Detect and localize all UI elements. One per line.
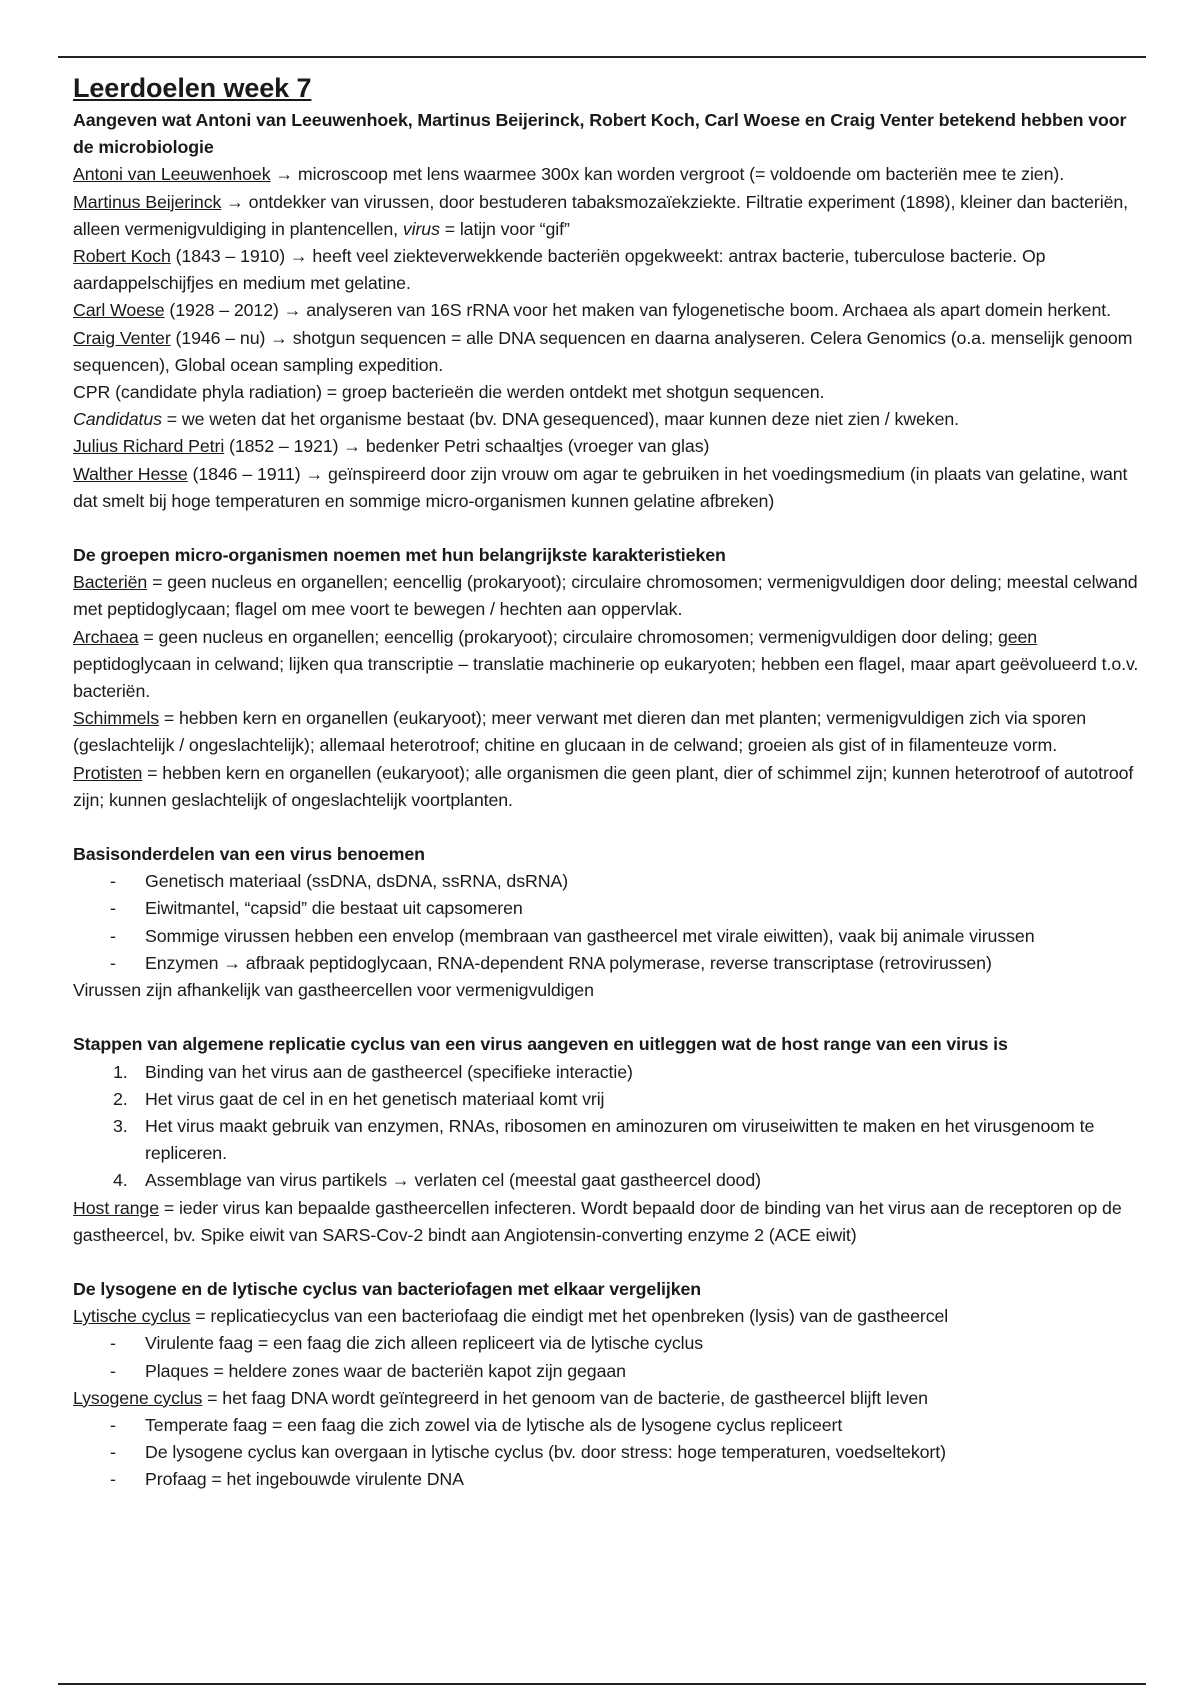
- term: Bacteriën: [73, 572, 148, 593]
- term: Schimmels: [73, 708, 160, 729]
- term: Julius Richard Petri: [73, 436, 225, 457]
- entry-woese: Carl Woese (1928 – 2012) → analyseren van 16S rRNA voor het maken van fylogenetische boom. Archaea als apart domein herkent.: [73, 300, 1111, 321]
- entry-candidatus: Candidatus = we weten dat het organisme bestaat (bv. DNA gesequenced), maar kunnen deze niet zien / kweken.: [73, 409, 959, 430]
- list-item: 3. Het virus maakt gebruik van enzymen, RNAs, ribosomen en aminozuren om viruseiwitten te maken en het virusgenoom te repliceren.: [113, 1115, 1095, 1164]
- list-item: 2. Het virus gaat de cel in en het genetisch materiaal komt vrij: [113, 1088, 605, 1109]
- term: Lytische cyclus: [73, 1306, 191, 1327]
- page-title: Leerdoelen week 7: [73, 73, 312, 103]
- term: Robert Koch: [73, 246, 171, 267]
- replication-steps: [73, 1059, 1141, 1195]
- section-heading-virus-parts: Basisonderdelen van een virus benoemen: [73, 844, 425, 865]
- entry-bacterien: Bacteriën = geen nucleus en organellen; eencellig (prokaryoot); circulaire chromosomen; vermenigvuldigen door deling; meestal celwand met peptidoglycaan; flagel om mee voort te bewegen / hechten aan oppervlak.: [73, 572, 1138, 620]
- list-item: - Profaag = het ingebouwde virulente DNA: [145, 1466, 1141, 1493]
- entry-lytic-cycle: Lytische cyclus = replicatiecyclus van een bacteriofaag die eindigt met het openbreken (lysis) van de gastheercel: [73, 1306, 949, 1327]
- entry-protisten: Protisten = hebben kern en organellen (eukaryoot); alle organismen die geen plant, dier of schimmel zijn; kunnen heterotroof of autotroof zijn; kunnen geslachtelijk of ongeslachtelijk voortplanten.: [73, 762, 1134, 810]
- list-item: - Enzymen → afbraak peptidoglycaan, RNA-dependent RNA polymerase, reverse transcriptase (retrovirussen): [145, 950, 1141, 977]
- entry-beijerinck: Martinus Beijerinck → ontdekker van virussen, door bestuderen tabaksmozaïekziekte. Filtratie experiment (1898), kleiner dan bacteriën, alleen vermenigvuldiging in plantencellen, virus = latijn voor “gif”: [73, 191, 1128, 239]
- term: Walther Hesse: [73, 463, 188, 484]
- term: Carl Woese: [73, 300, 165, 321]
- list-item: 4. Assemblage van virus partikels → verlaten cel (meestal gaat gastheercel dood): [113, 1170, 761, 1191]
- entry-lysogenic-cycle: Lysogene cyclus = het faag DNA wordt geïntegreerd in het genoom van de bacterie, de gastheercel blijft leven: [73, 1387, 928, 1408]
- section-heading-groups: De groepen micro-organismen noemen met hun belangrijkste karakteristieken: [73, 545, 726, 566]
- term: Archaea: [73, 626, 139, 647]
- list-item: - Temperate faag = een faag die zich zowel via de lytische als de lysogene cyclus repliceert: [145, 1412, 1141, 1439]
- entry-archaea: Archaea = geen nucleus en organellen; eencellig (prokaryoot); circulaire chromosomen; vermenigvuldigen door deling; geen peptidoglycaan in celwand; lijken qua transcriptie – translatie machinerie op eukaryoten; hebben een flagel, maar apart geëvolueerd t.o.v. bacteriën.: [73, 626, 1139, 702]
- list-item: - Plaques = heldere zones waar de bacteriën kapot zijn gegaan: [145, 1358, 1141, 1385]
- lytic-list: [73, 1330, 1141, 1384]
- term: Antoni van Leeuwenhoek: [73, 164, 271, 185]
- section-heading-replication: Stappen van algemene replicatie cyclus van een virus aangeven en uitleggen wat de host range van een virus is: [73, 1034, 1008, 1055]
- bottom-rule: [58, 1683, 1146, 1685]
- entry-leeuwenhoek: Antoni van Leeuwenhoek → microscoop met lens waarmee 300x kan worden vergroot (= voldoende om bacteriën mee te zien).: [73, 164, 1065, 185]
- entry-host-range: Host range = ieder virus kan bepaalde gastheercellen infecteren. Wordt bepaald door de binding van het virus aan de receptoren op de gastheercel, bv. Spike eiwit van SARS-Cov-2 bindt aan Angiotensin-converting enzyme 2 (ACE eiwit): [73, 1197, 1122, 1245]
- entry-schimmels: Schimmels = hebben kern en organellen (eukaryoot); meer verwant met dieren dan met planten; vermenigvuldigen zich via sporen (geslachtelijk / ongeslachtelijk); allemaal heterotroof; chitine en glucaan in de celwand; groeien als gist of in filamenteuze vorm.: [73, 708, 1087, 756]
- virus-note: Virussen zijn afhankelijk van gastheercellen voor vermenigvuldigen: [73, 980, 594, 1001]
- entry-venter: Craig Venter (1946 – nu) → shotgun sequencen = alle DNA sequencen en daarna analyseren. Celera Genomics (o.a. menselijk genoom sequencen), Global ocean sampling expedition.: [73, 327, 1133, 375]
- top-rule: [58, 56, 1146, 58]
- list-item: - Genetisch materiaal (ssDNA, dsDNA, ssRNA, dsRNA): [145, 868, 1141, 895]
- document-page: [73, 70, 1141, 1494]
- section-heading-phage-cycles: De lysogene en de lytische cyclus van bacteriofagen met elkaar vergelijken: [73, 1278, 702, 1299]
- lysogenic-list: [73, 1412, 1141, 1494]
- list-item: - Sommige virussen hebben een envelop (membraan van gastheercel met virale eiwitten), vaak bij animale virussen: [145, 923, 1141, 950]
- term: Lysogene cyclus: [73, 1387, 203, 1408]
- term: Host range: [73, 1197, 159, 1218]
- entry-koch: Robert Koch (1843 – 1910) → heeft veel ziekteverwekkende bacteriën opgekweekt: antrax bacterie, tuberculose bacterie. Op aardappelschijfjes en medium met gelatine.: [73, 246, 1046, 294]
- entry-petri: Julius Richard Petri (1852 – 1921) → bedenker Petri schaaltjes (vroeger van glas): [73, 436, 710, 457]
- term: Martinus Beijerinck: [73, 191, 222, 212]
- section-heading-scientists: Aangeven wat Antoni van Leeuwenhoek, Martinus Beijerinck, Robert Koch, Carl Woese en Craig Venter betekend hebben voor de microbiologie: [73, 110, 1127, 158]
- list-item: - Virulente faag = een faag die zich alleen repliceert via de lytische cyclus: [145, 1330, 1141, 1357]
- list-item: - Eiwitmantel, “capsid” die bestaat uit capsomeren: [145, 895, 1141, 922]
- list-item: 1. Binding van het virus aan de gastheercel (specifieke interactie): [113, 1061, 633, 1082]
- term: Craig Venter: [73, 327, 171, 348]
- list-item: - De lysogene cyclus kan overgaan in lytische cyclus (bv. door stress: hoge temperaturen, voedseltekort): [145, 1439, 1141, 1466]
- entry-cpr: CPR (candidate phyla radiation) = groep bacterieën die werden ontdekt met shotgun sequencen.: [73, 382, 825, 403]
- term: Protisten: [73, 762, 143, 783]
- virus-parts-list: [73, 868, 1141, 977]
- entry-hesse: Walther Hesse (1846 – 1911) → geïnspireerd door zijn vrouw om agar te gebruiken in het voedingsmedium (in plaats van gelatine, want dat smelt bij hoge temperaturen en sommige micro-organismen kunnen gelatine afbreken): [73, 463, 1128, 511]
